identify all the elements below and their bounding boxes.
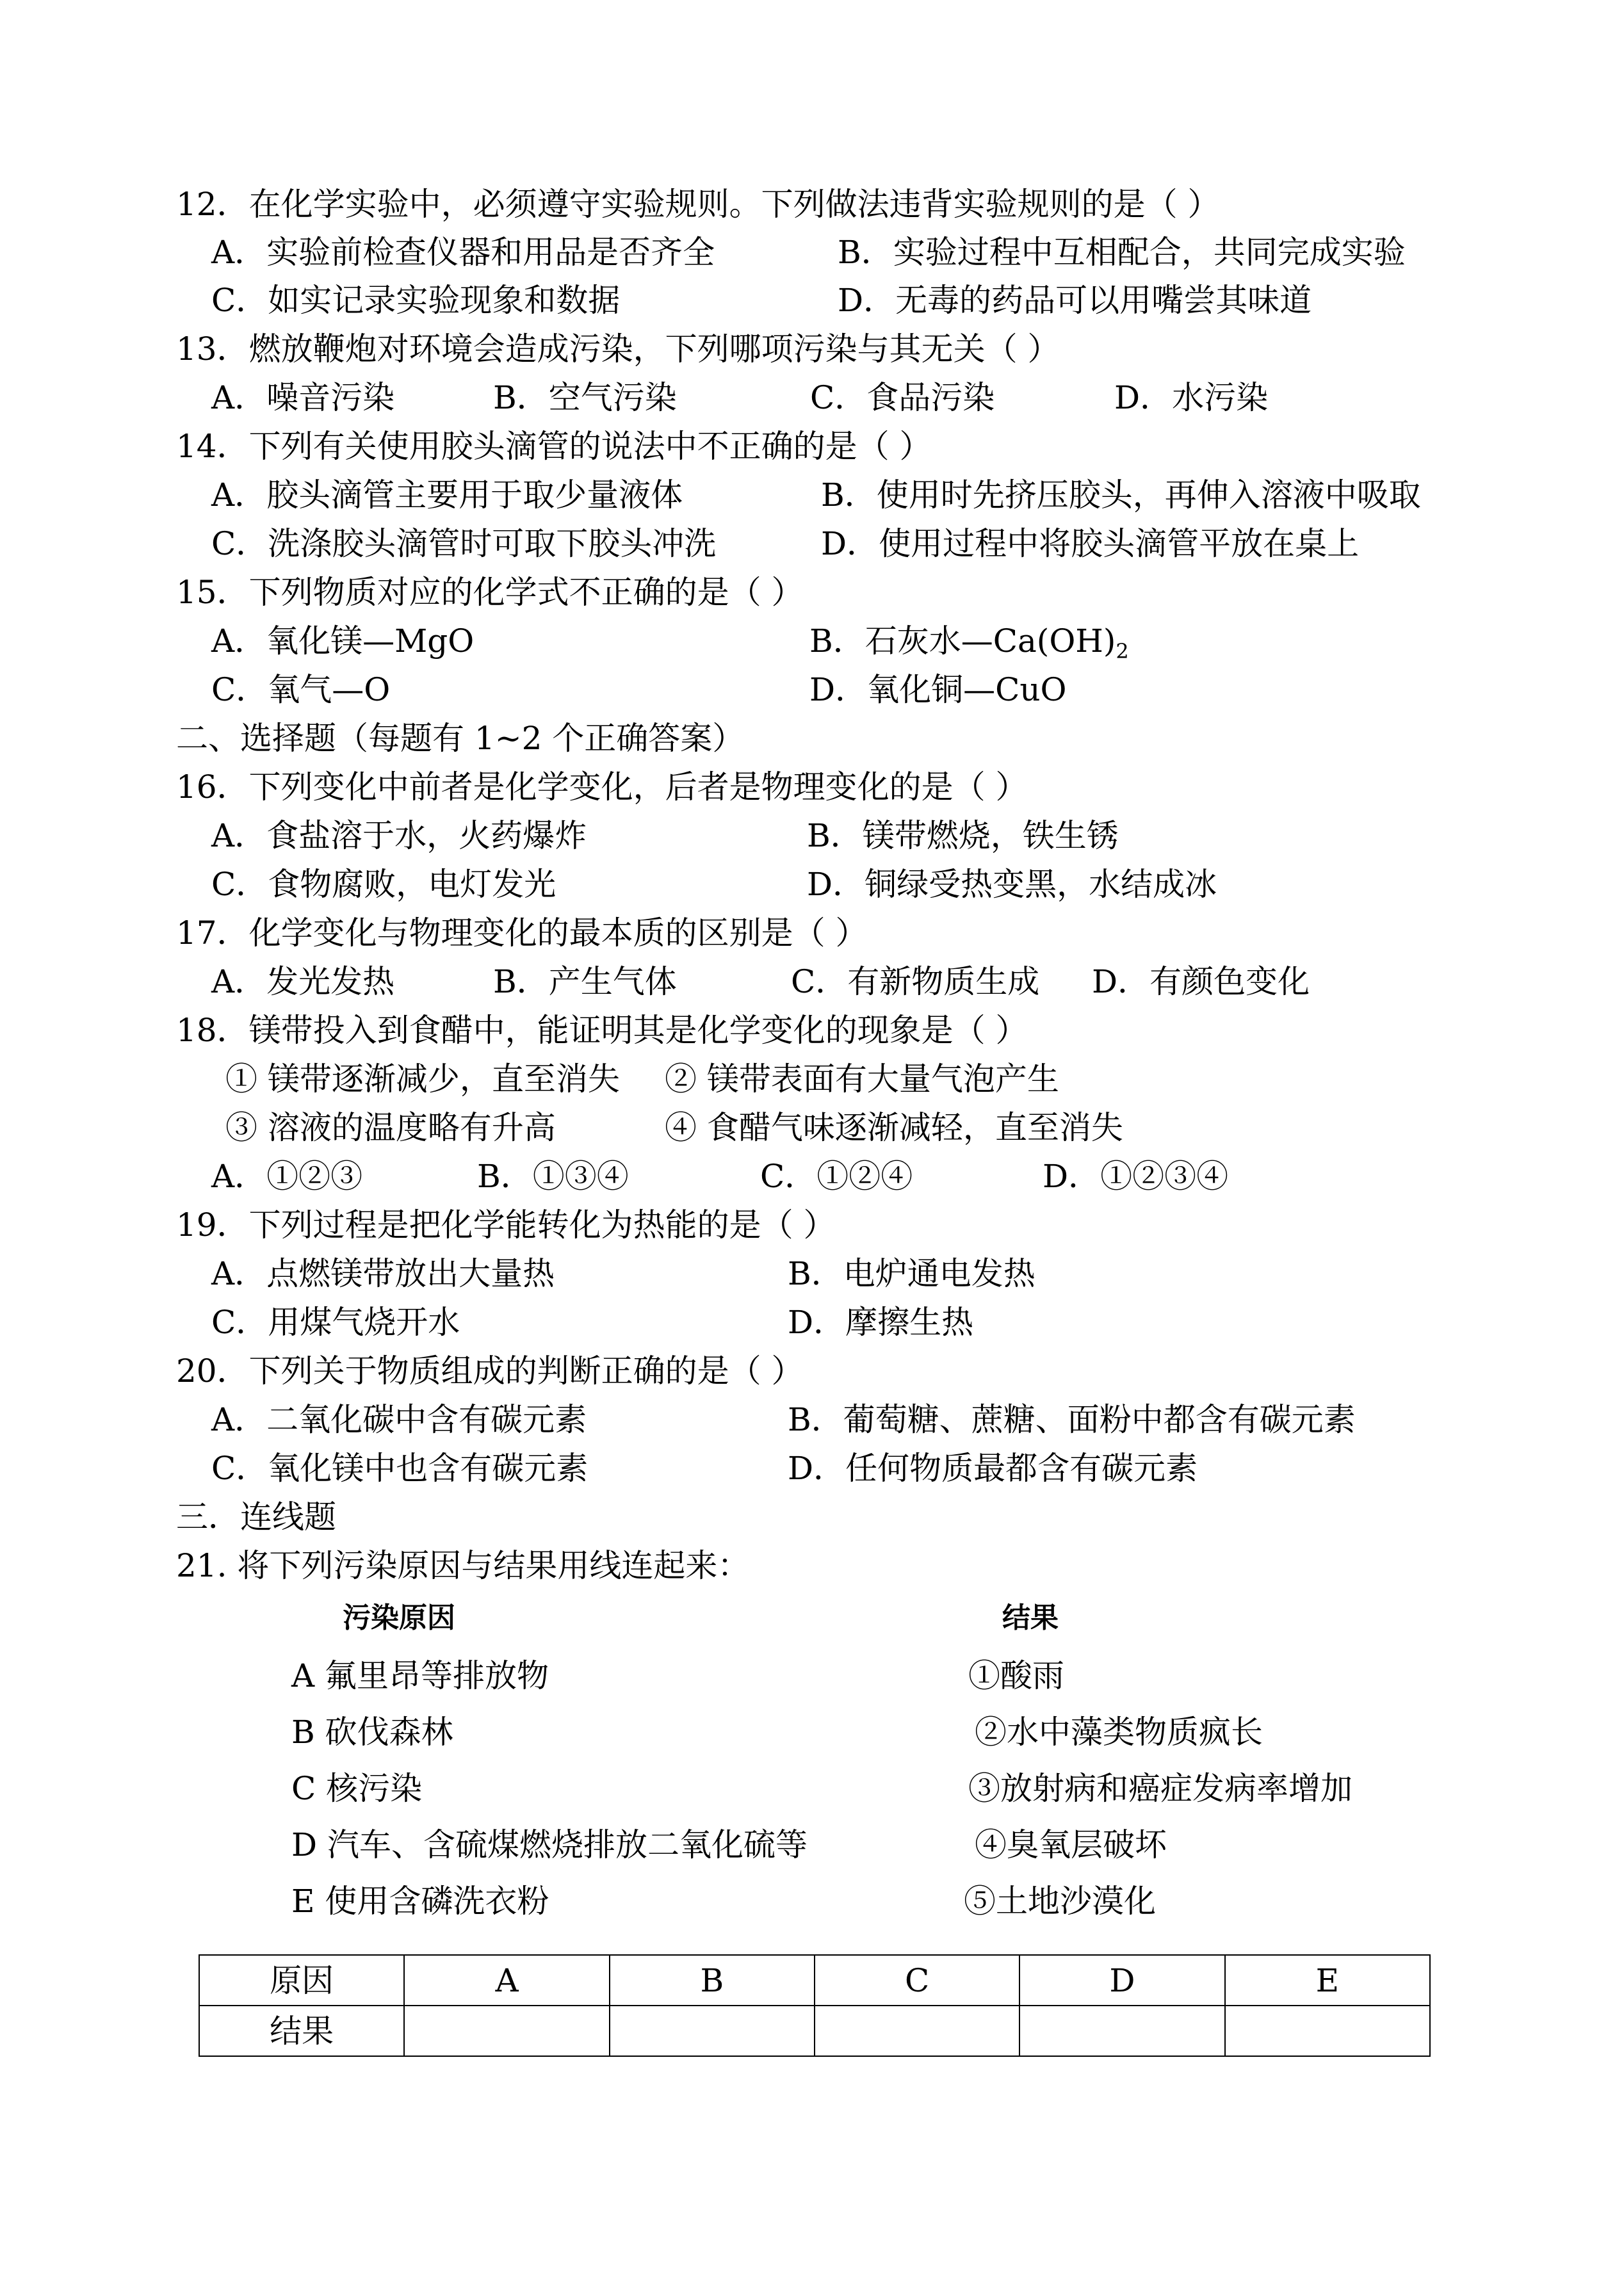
q21-cause-a: A 氟里昂等排放物 <box>291 1657 549 1694</box>
q21-result-2: ②水中藻类物质疯长 <box>975 1714 1263 1751</box>
q13-stem: 13．燃放鞭炮对环境会造成污染，下列哪项污染与其无关（ ） <box>176 330 1060 368</box>
q14-option-a: A．胶头滴管主要用于取少量液体 <box>211 476 683 514</box>
q13-option-a: A．噪音污染 <box>211 379 395 416</box>
q15-option-c: C．氧气—O <box>211 671 391 708</box>
q13-option-d: D．水污染 <box>1114 379 1269 416</box>
q16-stem: 16．下列变化中前者是化学变化，后者是物理变化的是（ ） <box>176 768 1028 806</box>
q20-option-c: C．氧化镁中也含有碳元素 <box>211 1450 589 1487</box>
q19-option-d: D．摩擦生热 <box>788 1304 974 1341</box>
q17-option-b: B．产生气体 <box>493 963 677 1000</box>
q18-statement-2: ② 镁带表面有大量气泡产生 <box>665 1060 1059 1098</box>
q19-stem: 19．下列过程是把化学能转化为热能的是（ ） <box>176 1206 836 1244</box>
q19-option-b: B．电炉通电发热 <box>788 1255 1035 1292</box>
q15-option-d: D．氧化铜—CuO <box>809 671 1067 708</box>
section-2-heading: 二、选择题（每题有 1~2 个正确答案） <box>176 720 745 757</box>
answer-table-row-label-result: 结果 <box>199 2006 404 2056</box>
q20-option-b: B．葡萄糖、蔗糖、面粉中都含有碳元素 <box>788 1401 1356 1438</box>
answer-cell-d[interactable] <box>1019 2006 1224 2056</box>
answer-table-col-d: D <box>1019 1955 1224 2006</box>
q19-option-a: A．点燃镁带放出大量热 <box>211 1255 555 1292</box>
q21-cause-e: E 使用含磷洗衣粉 <box>291 1883 549 1920</box>
q12-stem: 12．在化学实验中，必须遵守实验规则。下列做法违背实验规则的是（ ） <box>176 186 1220 223</box>
q17-option-d: D．有颜色变化 <box>1092 963 1310 1000</box>
answer-cell-a[interactable] <box>404 2006 609 2056</box>
q12-option-b: B．实验过程中互相配合，共同完成实验 <box>838 234 1406 271</box>
q20-stem: 20．下列关于物质组成的判断正确的是（ ） <box>176 1352 804 1390</box>
answer-cell-e[interactable] <box>1225 2006 1430 2056</box>
q13-option-c: C．食品污染 <box>810 379 995 416</box>
q15-option-b <box>809 622 1129 663</box>
q20-option-d: D．任何物质最都含有碳元素 <box>788 1450 1198 1487</box>
q16-option-a: A．食盐溶于水，火药爆炸 <box>211 817 587 854</box>
q14-option-d: D．使用过程中将胶头滴管平放在桌上 <box>821 525 1360 562</box>
q18-stem: 18．镁带投入到食醋中，能证明其是化学变化的现象是（ ） <box>176 1012 1028 1049</box>
q17-option-c: C．有新物质生成 <box>791 963 1040 1000</box>
q13-option-b: B．空气污染 <box>493 379 677 416</box>
answer-table-col-e: E <box>1225 1955 1430 2006</box>
answer-table-col-c: C <box>815 1955 1019 2006</box>
q21-cause-b: B 砍伐森林 <box>291 1714 453 1751</box>
q15-option-b-subscript: 2 <box>1116 639 1129 663</box>
q15-option-a: A．氧化镁—MgO <box>211 622 475 660</box>
q21-result-3: ③放射病和癌症发病率增加 <box>968 1770 1352 1807</box>
q16-option-c: C．食物腐败，电灯发光 <box>211 866 556 903</box>
q15-option-b-text: B．石灰水—Ca(OH) <box>809 622 1116 660</box>
q12-option-c: C．如实记录实验现象和数据 <box>211 282 621 319</box>
q21-result-4: ④臭氧层破坏 <box>975 1826 1167 1863</box>
q18-option-d: D．①②③④ <box>1043 1158 1229 1195</box>
q18-statement-4: ④ 食醋气味逐渐减轻，直至消失 <box>665 1109 1123 1146</box>
q21-stem: 21. 将下列污染原因与结果用线连起来： <box>176 1547 750 1584</box>
q14-stem: 14．下列有关使用胶头滴管的说法中不正确的是（ ） <box>176 428 932 465</box>
answer-table-row-label-cause: 原因 <box>199 1955 404 2006</box>
answer-cell-b[interactable] <box>610 2006 815 2056</box>
q17-option-a: A．发光发热 <box>211 963 395 1000</box>
q21-result-5: ⑤土地沙漠化 <box>964 1883 1156 1920</box>
section-3-heading: 三．连线题 <box>176 1498 336 1536</box>
q18-statement-1: ① 镁带逐渐减少，直至消失 <box>225 1060 620 1098</box>
q14-option-b: B．使用时先挤压胶头，再伸入溶液中吸取 <box>821 476 1421 514</box>
q21-result-1: ①酸雨 <box>968 1657 1064 1694</box>
q21-cause-c: C 核污染 <box>291 1770 423 1807</box>
q20-option-a: A．二氧化碳中含有碳元素 <box>211 1401 587 1438</box>
q19-option-c: C．用煤气烧开水 <box>211 1304 460 1341</box>
q17-stem: 17．化学变化与物理变化的最本质的区别是（ ） <box>176 914 868 952</box>
q16-option-b: B．镁带燃烧，铁生锈 <box>807 817 1119 854</box>
q15-stem: 15．下列物质对应的化学式不正确的是（ ） <box>176 574 804 611</box>
answer-table-header-row <box>199 1955 1430 2006</box>
q18-statement-3: ③ 溶液的温度略有升高 <box>225 1109 556 1146</box>
answer-table-result-row <box>199 2006 1430 2056</box>
q12-option-a: A．实验前检查仪器和用品是否齐全 <box>211 234 715 271</box>
answer-table-col-b: B <box>610 1955 815 2006</box>
q16-option-d: D．铜绿受热变黑，水结成冰 <box>807 866 1217 903</box>
q18-option-b: B．①③④ <box>477 1158 629 1195</box>
q18-option-a: A．①②③ <box>211 1158 363 1195</box>
q12-option-d: D．无毒的药品可以用嘴尝其味道 <box>838 282 1312 319</box>
q14-option-c: C．洗涤胶头滴管时可取下胶头冲洗 <box>211 525 717 562</box>
q21-result-header: 结果 <box>1002 1602 1059 1634</box>
q21-cause-header: 污染原因 <box>343 1602 455 1634</box>
answer-table-col-a: A <box>404 1955 609 2006</box>
answer-table <box>199 1954 1431 2057</box>
q18-option-c: C．①②④ <box>760 1158 913 1195</box>
answer-cell-c[interactable] <box>815 2006 1019 2056</box>
q21-cause-d: D 汽车、含硫煤燃烧排放二氧化硫等 <box>291 1826 808 1863</box>
